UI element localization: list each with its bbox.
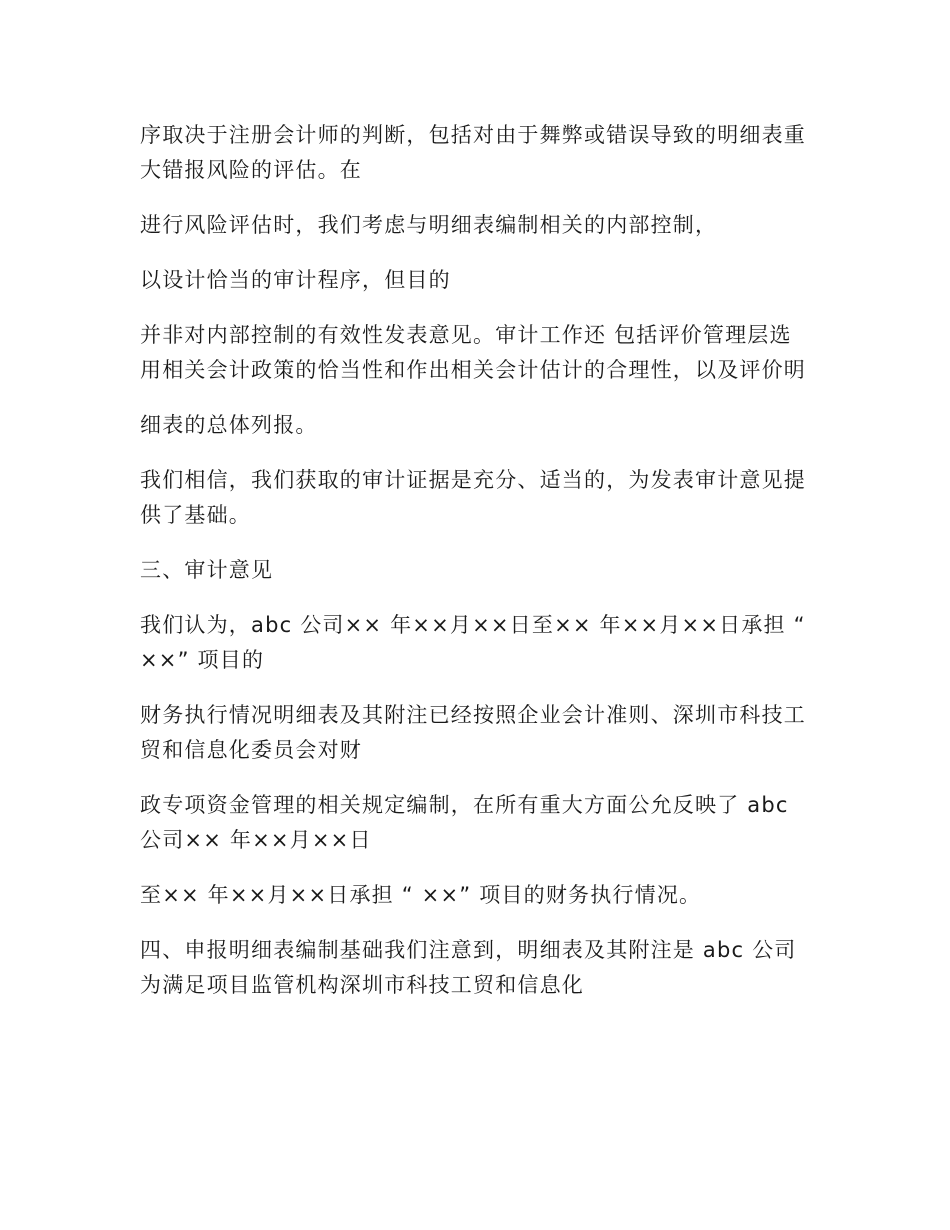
- paragraph-overall-presentation: 细表的总体列报。: [140, 413, 318, 437]
- section-heading-audit-opinion: 三、审计意见: [140, 558, 274, 582]
- paragraph-opinion-fair-presentation: 政专项资金管理的相关规定编制，在所有重大方面公允反映了 abc 公司×× 年××月××日: [140, 793, 789, 852]
- paragraph-opinion-standards: 财务执行情况明细表及其附注已经按照企业会计准则、深圳市科技工贸和信息化委员会对财: [140, 703, 806, 762]
- paragraph-audit-work-scope: 并非对内部控制的有效性发表意见。审计工作还 包括评价管理层选用相关会计政策的恰当性和作出相关会计估计的合理性，以及评价明: [140, 323, 806, 382]
- paragraph-internal-control: 进行风险评估时，我们考虑与明细表编制相关的内部控制，: [140, 213, 718, 237]
- paragraph-risk-assessment: 序取决于注册会计师的判断，包括对由于舞弊或错误导致的明细表重大错报风险的评估。在: [140, 123, 806, 182]
- paragraph-opinion-project: 我们认为，abc 公司×× 年××月××日至×× 年××月××日承担 “ ××” 项目的: [140, 613, 806, 672]
- paragraph-audit-procedures: 以设计恰当的审计程序，但目的: [140, 268, 451, 292]
- document-body: [140, 118, 812, 1023]
- paragraph-audit-evidence: 我们相信，我们获取的审计证据是充分、适当的，为发表审计意见提供了基础。: [140, 468, 806, 527]
- section-heading-reporting-basis: 四、申报明细表编制基础我们注意到，明细表及其附注是 abc 公司为满足项目监管机构深圳市科技工贸和信息化: [140, 938, 797, 997]
- paragraph-opinion-period: 至×× 年××月××日承担 “ ××” 项目的财务执行情况。: [140, 883, 702, 907]
